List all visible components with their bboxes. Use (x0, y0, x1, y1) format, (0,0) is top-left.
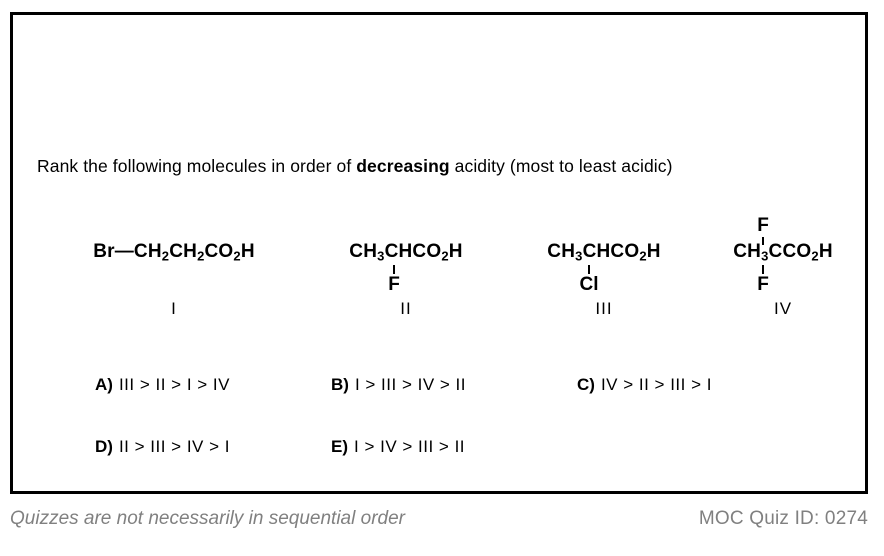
question-suffix: acidity (most to least acidic) (449, 156, 673, 176)
footer-quiz-id: MOC Quiz ID: 0274 (698, 508, 868, 529)
answer-key-e: E) (331, 437, 348, 456)
answer-key-d: D) (95, 437, 113, 456)
question-prompt (37, 155, 849, 177)
substituent-label-3: Cl (579, 274, 599, 295)
molecule-formula-3: $CH_3CHCO_2H$ (547, 241, 661, 264)
molecule-formula-4: $CH_3CCO_2H$ (733, 241, 833, 264)
molecule-structure-3 (499, 241, 709, 319)
answer-key-b: B) (331, 375, 349, 394)
bond-line-icon (588, 265, 590, 274)
answer-key-a: A) (95, 375, 113, 394)
molecule-label-1: I (171, 299, 177, 319)
molecule-substituent-above-4 (753, 215, 773, 245)
answer-option-b[interactable] (331, 375, 466, 395)
answer-value-a: III > II > I > IV (118, 375, 230, 394)
molecule-formula-1: $Br—CH_2CH_2CO_2H$ (93, 241, 255, 264)
molecule-structure-1 (49, 241, 299, 319)
answer-value-e: I > IV > III > II (354, 437, 466, 456)
question-prefix: Rank the following molecules in order of (37, 156, 357, 176)
bond-line-icon (393, 265, 395, 274)
molecule-formula-2: $CH_3CHCO_2H$ (349, 241, 463, 264)
answer-value-b: I > III > IV > II (354, 375, 466, 394)
answer-option-e[interactable] (331, 437, 465, 457)
quiz-card (10, 12, 868, 494)
footer-note: Quizzes are not necessarily in sequential order (10, 508, 405, 529)
answer-value-c: IV > II > III > I (600, 375, 712, 394)
answer-option-c[interactable] (577, 375, 712, 395)
molecule-label-2: II (400, 299, 412, 319)
answer-key-c: C) (577, 375, 595, 394)
answer-option-d[interactable] (95, 437, 230, 457)
molecule-label-4: IV (773, 299, 793, 319)
molecule-structure-4 (693, 215, 873, 319)
molecule-substituent-2 (384, 265, 404, 296)
answer-option-a[interactable] (95, 375, 230, 395)
molecule-row (29, 211, 857, 331)
molecule-substituent-3 (577, 265, 601, 296)
question-emphasis: decreasing (356, 156, 450, 176)
molecule-structure-2 (301, 241, 511, 319)
substituent-label-2: F (388, 274, 400, 295)
bond-line-icon (762, 265, 764, 274)
substituent-label-4-below: F (757, 274, 769, 295)
molecule-substituent-below-4 (753, 265, 773, 296)
substituent-label-4-above: F (757, 215, 769, 236)
answer-value-d: II > III > IV > I (118, 437, 230, 456)
molecule-label-3: III (595, 299, 613, 319)
bond-line-icon (762, 237, 764, 245)
